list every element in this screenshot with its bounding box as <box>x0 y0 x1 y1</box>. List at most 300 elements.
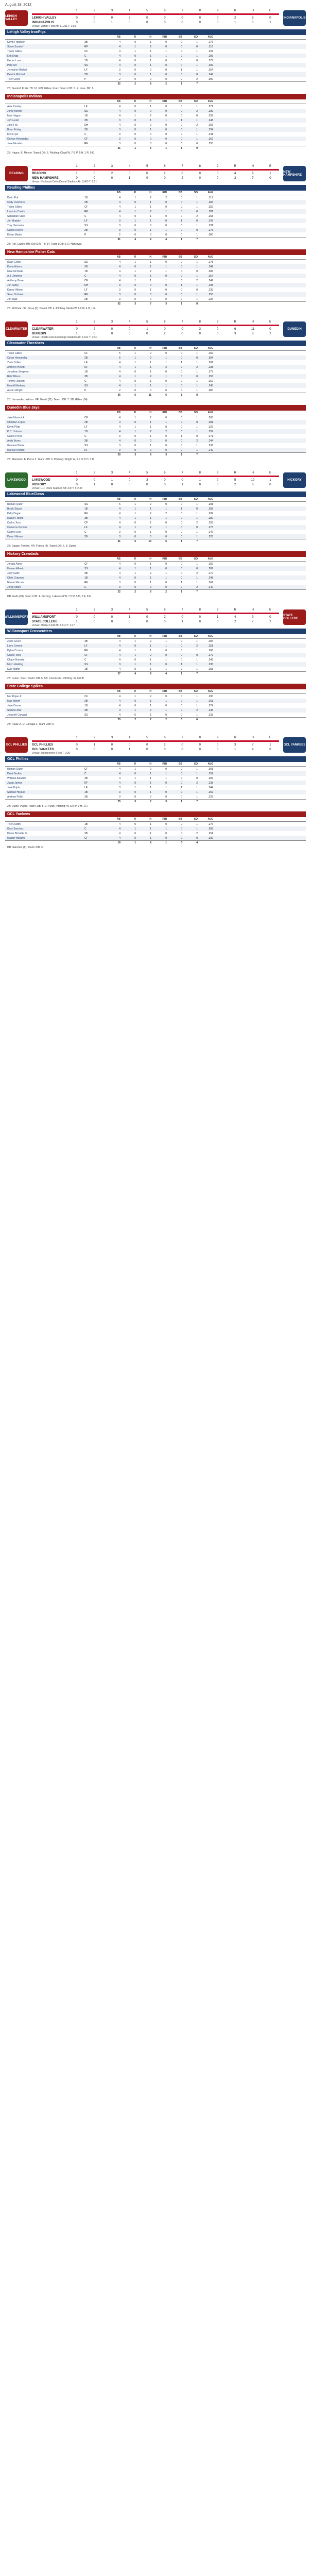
player-name-link[interactable]: Willians Astudillo <box>7 776 27 780</box>
player-name-link[interactable]: Gorkys Hernandez <box>7 137 29 141</box>
linescore-divider <box>32 476 279 477</box>
player-name-link[interactable]: Samuel Hiciano <box>7 790 26 794</box>
inning-label: 3 <box>111 320 113 324</box>
player-stat: 4 <box>119 644 120 648</box>
player-stat: 0 <box>165 521 167 524</box>
inning-value: 0 <box>76 176 78 180</box>
player-name-link[interactable]: Rob Wilson <box>7 375 21 378</box>
inning-label: 2 <box>93 164 95 168</box>
inning-label: R <box>234 9 236 12</box>
team-totals <box>5 301 306 306</box>
player-position: 3B <box>84 516 88 520</box>
player-name-link[interactable]: Anthony Hewitt <box>7 365 25 369</box>
table-row <box>5 67 306 72</box>
inning-label: E <box>269 320 271 324</box>
player-stat: .281 <box>208 210 213 213</box>
player-name-link[interactable]: Kevin Pillar <box>7 425 21 429</box>
player-stat: 1 <box>150 649 151 652</box>
player-stat: 0 <box>181 228 182 232</box>
player-stat: 1 <box>196 118 198 122</box>
stat-col-header: R <box>134 411 136 414</box>
inning-label: E <box>269 164 271 168</box>
player-stat: 1 <box>134 786 136 789</box>
inning-value: 0 <box>128 172 131 175</box>
player-name-link[interactable]: Tommy Joseph <box>7 379 25 383</box>
player-name-link[interactable]: Tyler Austin <box>7 822 21 826</box>
table-row <box>5 195 306 200</box>
table-row <box>5 434 306 438</box>
table-row <box>5 429 306 434</box>
player-name-link[interactable]: Tyson Gillies <box>7 205 22 209</box>
team-totals <box>5 393 306 397</box>
inning-value: 6 <box>252 483 254 486</box>
player-stat: 0 <box>181 535 182 538</box>
player-stat: .256 <box>208 123 213 127</box>
player-name-link[interactable]: Marcus Knecht <box>7 448 25 452</box>
player-stat: .261 <box>208 699 213 703</box>
inning-label: 2 <box>93 320 95 324</box>
player-name-link[interactable]: Carlos Perez <box>7 434 22 438</box>
totals-label-spacer <box>7 82 105 86</box>
player-name-link[interactable]: Chace Numata <box>7 658 25 662</box>
inning-value: 2 <box>164 615 166 619</box>
player-name-link[interactable]: Tyler Cloyd <box>7 77 21 81</box>
player-name-link[interactable]: Hanser Alberto <box>7 567 25 570</box>
inning-value: 4 <box>234 172 236 175</box>
linescore-row <box>32 619 279 624</box>
stat-col-header: BB <box>178 762 182 766</box>
stat-col-header: SO <box>194 498 198 501</box>
table-row <box>5 127 306 132</box>
player-name-link[interactable]: Austin Wright <box>7 388 23 392</box>
player-name-link[interactable]: Erik Kratz <box>7 54 19 58</box>
player-stat: 1 <box>165 576 167 580</box>
player-name-link[interactable]: A.J. Jimenez <box>7 274 22 278</box>
player-name-link[interactable]: Troy Hanzawa <box>7 224 24 227</box>
player-name-link[interactable]: Mason Williams <box>7 836 26 840</box>
player-position: SS <box>84 384 88 387</box>
player-name-link[interactable]: Jonathan Singleton <box>7 370 29 374</box>
player-stat: 0 <box>181 667 182 671</box>
player-list <box>5 415 306 452</box>
player-stat: 0 <box>165 142 167 145</box>
player-stat: 0 <box>165 781 167 785</box>
linescore-team: GCL PHILLIES <box>32 743 54 747</box>
player-stat: 2 <box>150 210 151 213</box>
stat-col-header: AVG <box>208 690 213 693</box>
player-stat: 1 <box>196 384 198 387</box>
player-stat: 2 <box>150 416 151 419</box>
player-stat: 1 <box>181 581 182 584</box>
player-stat: 0 <box>181 416 182 419</box>
player-name-link[interactable]: Deivi Grullon <box>7 772 22 775</box>
player-name-link[interactable]: Alex Presley <box>7 105 22 108</box>
player-stat: .281 <box>208 502 213 506</box>
player-name-link[interactable]: Jose Pujols <box>7 786 21 789</box>
inning-value: 0 <box>199 483 201 486</box>
player-stat: 0 <box>181 59 182 62</box>
player-stat: 1 <box>134 663 136 666</box>
player-position: 1B <box>84 667 88 671</box>
inning-label: 5 <box>146 9 148 12</box>
table-row <box>5 123 306 127</box>
player-stat: 4 <box>119 658 120 662</box>
player-name-link[interactable]: Dylan Cozens <box>7 649 24 652</box>
total-stat: 1 <box>181 590 182 594</box>
player-stat: 2 <box>150 653 151 657</box>
player-name-link[interactable]: Sebastian Valle <box>7 214 25 218</box>
player-stat: 1 <box>196 260 198 264</box>
player-position: SS <box>84 502 88 506</box>
player-stat: .258 <box>208 667 213 671</box>
table-row <box>5 40 306 44</box>
player-stat: 0 <box>165 293 167 296</box>
inning-value: 0 <box>76 16 78 20</box>
player-stat: 0 <box>150 439 151 443</box>
player-position: C <box>84 379 87 383</box>
player-stat: 0 <box>181 448 182 452</box>
linescore-row <box>32 482 279 487</box>
player-position: 2B <box>84 73 88 76</box>
player-stat: 4 <box>119 109 120 113</box>
player-name-link[interactable]: Carlos Tocci <box>7 653 22 657</box>
player-stat: 0 <box>165 562 167 566</box>
player-stat: 0 <box>196 45 198 48</box>
player-name-link[interactable]: Pete Orr <box>7 63 17 67</box>
player-name-link[interactable]: Nomar Mazara <box>7 581 25 584</box>
player-name-link[interactable]: Ethan Martin <box>7 233 22 236</box>
player-name-link[interactable]: Brock Stassi <box>7 507 22 511</box>
player-name-link[interactable]: Jake Marisnick <box>7 416 25 419</box>
player-stat: 1 <box>150 521 151 524</box>
inning-value: 2 <box>93 327 95 331</box>
inning-value: 3 <box>146 478 148 482</box>
player-stat: 0 <box>165 822 167 826</box>
player-stat: .284 <box>208 639 213 643</box>
player-name-link[interactable]: Jiwan James <box>7 781 22 785</box>
player-stat: 0 <box>181 142 182 145</box>
player-position: SS <box>84 109 88 113</box>
stat-col-header: BB <box>178 690 182 693</box>
inning-value: 1 <box>199 478 201 482</box>
inning-value: 5 <box>234 478 236 482</box>
player-name-link[interactable]: Jermaine Mitchell <box>7 68 27 72</box>
player-name-link[interactable]: Jose Osuna <box>7 704 21 707</box>
player-position: SS <box>84 260 88 264</box>
player-stat: 3 <box>119 137 120 141</box>
inning-value: 0 <box>146 748 148 751</box>
player-stat: 0 <box>134 233 136 236</box>
player-stat: 0 <box>181 279 182 282</box>
player-stat: 1 <box>196 795 198 799</box>
team-header: Reading Phillies <box>5 185 306 191</box>
player-position: CF <box>84 416 88 419</box>
total-stat: 2 <box>134 718 136 721</box>
player-name-link[interactable]: Christian Lopes <box>7 420 25 424</box>
stat-col-header: BB <box>178 36 182 39</box>
player-name-link[interactable]: Kyle Martin <box>7 667 21 671</box>
player-stat: .278 <box>208 260 213 264</box>
player-stat: .235 <box>208 663 213 666</box>
player-list <box>5 767 306 799</box>
player-name-link[interactable]: Carlos Tocci <box>7 521 22 524</box>
player-name-link[interactable]: Ryan Goins <box>7 260 21 264</box>
player-stat: .268 <box>208 507 213 511</box>
total-stat: 27 <box>117 672 120 675</box>
inning-label: H <box>251 471 254 474</box>
total-stat: 1 <box>181 800 182 803</box>
player-stat: 1 <box>196 40 198 44</box>
stat-col-header: RBI <box>162 635 167 638</box>
player-name-link[interactable]: Roman Quinn <box>7 767 23 771</box>
player-stat: 1 <box>196 49 198 53</box>
section-spacer <box>5 727 306 735</box>
player-stat: 0 <box>134 581 136 584</box>
totals-label-spacer <box>7 302 105 306</box>
total-stat: 4 <box>150 841 151 844</box>
player-stat: 0 <box>134 265 136 268</box>
player-stat: 1 <box>165 228 167 232</box>
home-team-logo: INDIANAPOLIS <box>283 10 306 26</box>
player-name-link[interactable]: Stetson Allie <box>7 708 22 712</box>
stat-col-header: SO <box>194 100 198 103</box>
inning-value: 0 <box>93 332 95 335</box>
player-stat: 1 <box>165 384 167 387</box>
total-stat: 8 <box>196 394 198 397</box>
player-stat: 1 <box>196 448 198 452</box>
player-name-link[interactable]: Leandro Castro <box>7 210 25 213</box>
player-stat: 0 <box>165 283 167 287</box>
stat-col-header: AB <box>116 256 120 259</box>
player-stat: 0 <box>134 535 136 538</box>
player-stat: .277 <box>208 370 213 374</box>
player-name-link[interactable]: Max Moroff <box>7 699 20 703</box>
player-stat: 4 <box>119 516 120 520</box>
pos-col-spacer <box>84 690 105 693</box>
player-stat: 4 <box>119 521 120 524</box>
inning-value: 0 <box>181 21 183 24</box>
inning-value: 0 <box>128 620 131 623</box>
section-spacer <box>5 600 306 607</box>
total-stat: 32 <box>117 302 120 306</box>
inning-value: 1 <box>234 21 236 24</box>
player-name-link[interactable]: Jon Talley <box>7 283 19 287</box>
inning-value: 5 <box>252 21 254 24</box>
inning-label: E <box>269 608 271 612</box>
player-col-spacer <box>7 690 84 693</box>
player-name-link[interactable]: Chris Grayson <box>7 576 24 580</box>
player-position: 2B <box>84 356 88 360</box>
player-stat: 4 <box>119 694 120 698</box>
player-name-link[interactable]: Brian Friday <box>7 128 21 131</box>
player-name-link[interactable]: Larry Greene <box>7 644 23 648</box>
player-stat: 0 <box>181 644 182 648</box>
player-name-link[interactable]: Harold Martinez <box>7 384 26 387</box>
player-stat: 0 <box>181 836 182 840</box>
player-name-link[interactable]: Eric Fryer <box>7 132 19 136</box>
player-stat: 1 <box>134 425 136 429</box>
player-stat: .255 <box>208 142 213 145</box>
player-name-link[interactable]: Carlos Rivero <box>7 228 23 232</box>
player-name-link[interactable]: Derrick Mitchell <box>7 73 25 76</box>
player-name-link[interactable]: Jodaneli Carvajal <box>7 713 27 717</box>
player-name-link[interactable]: Jordy Mercer <box>7 109 23 113</box>
home-team-logo: DUNEDIN <box>283 321 306 337</box>
player-name-link[interactable]: Andrew Pullin <box>7 795 23 799</box>
player-name-link[interactable]: Maikel Franco <box>7 516 24 520</box>
player-name-link[interactable]: Andy Burns <box>7 439 21 443</box>
total-stat: 16 <box>117 841 120 844</box>
player-name-link[interactable]: Gustavo Pierre <box>7 444 25 447</box>
player-stat: 4 <box>119 836 120 840</box>
player-name-link[interactable]: Jim Murphy <box>7 219 21 223</box>
player-name-link[interactable]: Dante Bichette Jr. <box>7 832 28 835</box>
player-stat: 0 <box>181 430 182 433</box>
player-name-link[interactable]: Kelly Dugan <box>7 512 21 515</box>
player-stat: 0 <box>181 827 182 831</box>
table-row <box>5 232 306 237</box>
player-stat: 0 <box>165 767 167 771</box>
player-stat: 2 <box>196 77 198 81</box>
player-name-link[interactable]: Tyson Gillies <box>7 49 22 53</box>
stat-col-header: R <box>134 635 136 638</box>
player-stat: 0 <box>196 73 198 76</box>
player-position: RF <box>84 512 88 515</box>
player-stat: 0 <box>181 439 182 443</box>
player-stat: 0 <box>165 444 167 447</box>
player-list <box>5 40 306 81</box>
player-name-link[interactable]: Gary Sanchez <box>7 827 24 831</box>
table-row <box>5 214 306 218</box>
stat-col-header: R <box>134 498 136 501</box>
player-name-link[interactable]: Jake Fox <box>7 123 18 127</box>
inning-label: 3 <box>111 608 113 612</box>
player-stat: 0 <box>165 68 167 72</box>
total-stat: 22 <box>117 590 120 594</box>
total-stat: 9 <box>150 238 151 241</box>
player-name-link[interactable]: Darin Ruf <box>7 196 19 199</box>
player-col-spacer <box>7 256 84 259</box>
player-stat: 0 <box>181 708 182 712</box>
player-name-link[interactable]: Jorge Alfaro <box>7 585 21 589</box>
player-stat: 1 <box>196 297 198 301</box>
game-section <box>5 471 306 607</box>
inning-value: 0 <box>111 332 113 335</box>
player-name-link[interactable]: Joey Gallo <box>7 571 20 575</box>
player-stat: 2 <box>196 708 198 712</box>
player-stat: 2 <box>196 279 198 282</box>
player-name-link[interactable]: K.C. Hobson <box>7 430 22 433</box>
game-notes: 2B: McDade. HR: Gose (5). Team LOB: 4. Pitching: Martin W, 6.0 IP, 4 H, 1 R. <box>7 307 96 310</box>
stat-col-header: H <box>149 100 151 103</box>
player-name-link[interactable]: Roman Quinn <box>7 502 23 506</box>
player-stat: 3 <box>119 68 120 72</box>
player-name-link[interactable]: Jordan Akins <box>7 562 22 566</box>
stat-col-header: AVG <box>208 191 213 194</box>
player-stat: 0 <box>165 205 167 209</box>
table-row <box>5 643 306 648</box>
player-name-link[interactable]: Cameron Perkins <box>7 526 27 529</box>
player-stat: 0 <box>181 704 182 707</box>
player-stat: 0 <box>181 576 182 580</box>
player-stat: 1 <box>150 384 151 387</box>
player-stat: 1 <box>165 571 167 575</box>
inning-value: 0 <box>164 176 166 180</box>
player-name-link[interactable]: Anthony Gose <box>7 279 24 282</box>
linescore <box>32 319 279 339</box>
player-stat: 2 <box>150 502 151 506</box>
player-stat: 2 <box>150 375 151 378</box>
player-stat: 4 <box>119 365 120 369</box>
player-name-link[interactable]: Hector Luna <box>7 59 22 62</box>
table-row <box>5 54 306 58</box>
linescore-divider <box>32 325 279 326</box>
game-section <box>5 9 306 163</box>
player-stat: 1 <box>165 772 167 775</box>
player-stat: 0 <box>165 649 167 652</box>
player-stat: 2 <box>196 571 198 575</box>
player-name-link[interactable]: Zach Green <box>7 639 21 643</box>
player-stat: 4 <box>119 196 120 199</box>
stat-col-header: RBI <box>162 256 167 259</box>
stat-col-header: AVG <box>208 411 213 414</box>
player-stat: 0 <box>181 370 182 374</box>
team-header: Williamsport Crosscutters <box>5 629 306 634</box>
player-name-link[interactable]: Drew Hillman <box>7 535 23 538</box>
player-name-link[interactable]: Mel Rojas Jr. <box>7 694 22 698</box>
player-stat: 1 <box>196 425 198 429</box>
player-stat: 1 <box>134 639 136 643</box>
player-stat: .271 <box>208 105 213 108</box>
player-name-link[interactable]: Cody Overbeck <box>7 200 25 204</box>
player-name-link[interactable]: Zach Collier <box>7 361 21 364</box>
player-name-link[interactable]: Gabriel Lino <box>7 530 21 534</box>
player-stat: 2 <box>150 571 151 575</box>
player-name-link[interactable]: Sean Ochinko <box>7 293 24 296</box>
inning-value: 7 <box>252 176 254 180</box>
player-name-link[interactable]: Jon Diaz <box>7 297 18 301</box>
player-position: P <box>84 233 87 236</box>
player-name-link[interactable]: Jose Morales <box>7 142 23 145</box>
player-name-link[interactable]: Kevin Frandsen <box>7 40 26 44</box>
player-stat: 0 <box>134 521 136 524</box>
inning-label: 3 <box>111 471 113 474</box>
player-name-link[interactable]: Steve Susdorf <box>7 45 24 48</box>
player-stat: 0 <box>181 40 182 44</box>
player-name-link[interactable]: Kevin Ahrens <box>7 265 23 268</box>
player-name-link[interactable]: Mike McDade <box>7 269 23 273</box>
inning-value: 0 <box>269 615 271 619</box>
player-stat: 1 <box>165 667 167 671</box>
table-row <box>5 278 306 283</box>
player-name-link[interactable]: Cesar Hernandez <box>7 356 28 360</box>
game-section <box>5 608 306 735</box>
player-stat: 0 <box>196 219 198 223</box>
total-stat: 1 <box>181 672 182 675</box>
linescore <box>32 8 279 28</box>
stat-col-header: SO <box>194 347 198 350</box>
total-stat: 31 <box>117 540 120 543</box>
player-stat: 0 <box>134 109 136 113</box>
player-name-link[interactable]: Kenny Wilson <box>7 288 23 292</box>
player-name-link[interactable]: Matt Hague <box>7 114 21 117</box>
player-name-link[interactable]: Jeff Larish <box>7 118 19 122</box>
player-name-link[interactable]: Mitch Walding <box>7 663 24 666</box>
player-stat: 2 <box>150 45 151 48</box>
team-header: GCL Yankees <box>5 811 306 817</box>
player-name-link[interactable]: Tyson Gillies <box>7 351 22 355</box>
inning-value: 0 <box>128 332 131 335</box>
